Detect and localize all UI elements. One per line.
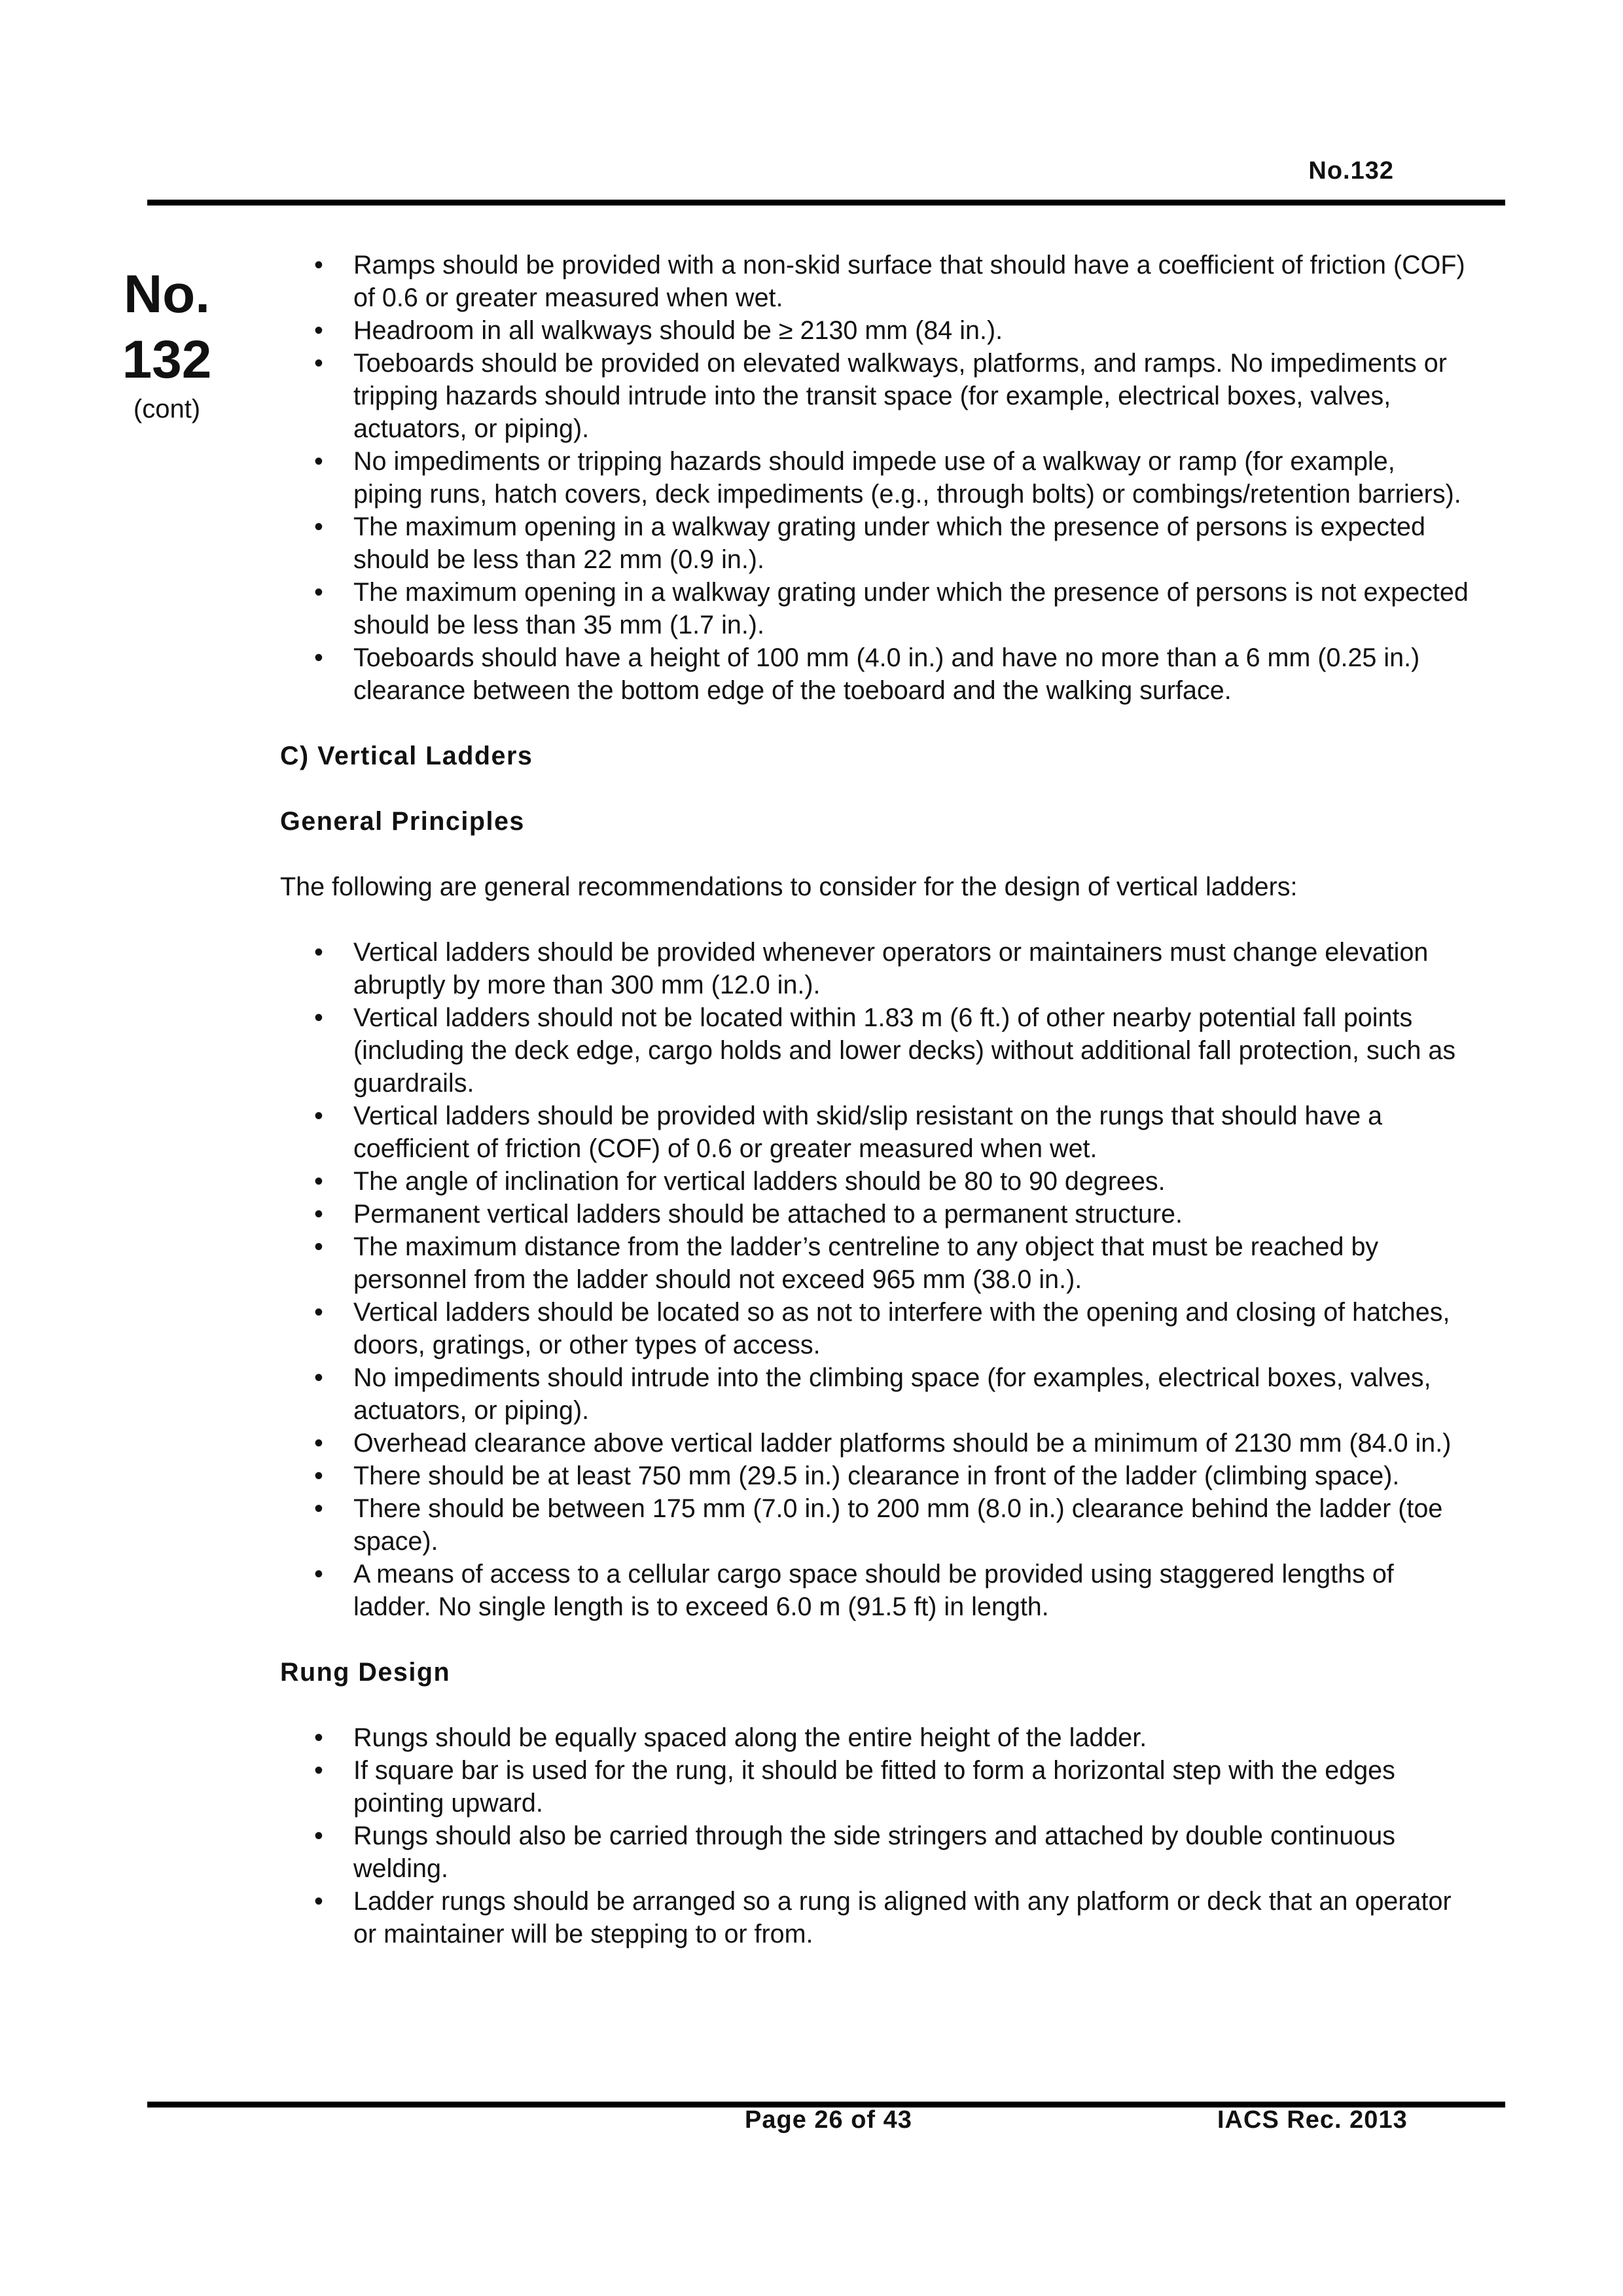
list-item: • Rungs should be equally spaced along the entire height of the ladder.	[280, 1721, 1471, 1754]
list-item: • Vertical ladders should be provided whenever operators or maintainers must change elevation abruptly by more than 300 mm (12.0 in.).	[280, 936, 1471, 1001]
document-number-header: No.132	[1308, 157, 1394, 185]
list-item: • There should be between 175 mm (7.0 in.) to 200 mm (8.0 in.) clearance behind the ladder (toe space).	[280, 1492, 1471, 1558]
side-label-number: 132	[122, 330, 212, 389]
side-label-no: No.	[123, 264, 211, 324]
general-principles-bullet-list	[280, 936, 1471, 1623]
list-item: • Toeboards should be provided on elevated walkways, platforms, and ramps. No impediments or tripping hazards should intrude into the transit space (for example, electrical boxes, valves, actuators, or piping).	[280, 347, 1471, 445]
list-item: • Vertical ladders should not be located within 1.83 m (6 ft.) of other nearby potential fall points (including the deck edge, cargo holds and lower decks) without additional fall protection, such as guardrails.	[280, 1001, 1471, 1100]
subheading-general-principles: General Principles	[280, 807, 525, 836]
page-number: Page 26 of 43	[745, 2106, 912, 2134]
list-item: • Ladder rungs should be arranged so a rung is aligned with any platform or deck that an operator or maintainer will be stepping to or from.	[280, 1885, 1471, 1950]
list-item: • Ramps should be provided with a non-skid surface that should have a coefficient of friction (COF) of 0.6 or greater measured when wet.	[280, 249, 1471, 314]
list-item: • Headroom in all walkways should be ≥ 2130 mm (84 in.).	[280, 314, 1471, 347]
side-margin-label	[85, 262, 249, 425]
list-item: • The maximum opening in a walkway grating under which the presence of persons is expected should be less than 22 mm (0.9 in.).	[280, 511, 1471, 576]
list-item: • The maximum opening in a walkway grating under which the presence of persons is not expected should be less than 35 mm (1.7 in.).	[280, 576, 1471, 641]
list-item: • There should be at least 750 mm (29.5 in.) clearance in front of the ladder (climbing space).	[280, 1460, 1471, 1492]
footer-organization: IACS Rec. 2013	[1217, 2106, 1408, 2134]
subheading-rung-design: Rung Design	[280, 1658, 451, 1687]
walkway-bullet-list	[280, 249, 1471, 707]
list-item: • No impediments or tripping hazards should impede use of a walkway or ramp (for example, piping runs, hatch covers, deck impediments (e.g., through bolts) or combings/retention barriers).	[280, 445, 1471, 511]
list-item: • The angle of inclination for vertical ladders should be 80 to 90 degrees.	[280, 1165, 1471, 1198]
rung-design-bullet-list	[280, 1721, 1471, 1950]
main-content	[280, 249, 1471, 1950]
list-item: • Rungs should also be carried through the side stringers and attached by double continuous welding.	[280, 1820, 1471, 1885]
list-item: • Toeboards should have a height of 100 mm (4.0 in.) and have no more than a 6 mm (0.25 in.) clearance between the bottom edge of the toeboard and the walking surface.	[280, 641, 1471, 707]
list-item: • Overhead clearance above vertical ladder platforms should be a minimum of 2130 mm (84.0 in.)	[280, 1427, 1471, 1460]
list-item: • Permanent vertical ladders should be attached to a permanent structure.	[280, 1198, 1471, 1230]
list-item: • No impediments should intrude into the climbing space (for examples, electrical boxes, valves, actuators, or piping).	[280, 1361, 1471, 1427]
section-heading-vertical-ladders: C) Vertical Ladders	[280, 742, 533, 770]
list-item: • If square bar is used for the rung, it should be fitted to form a horizontal step with the edges pointing upward.	[280, 1754, 1471, 1820]
side-label-cont: (cont)	[133, 395, 201, 423]
list-item: • Vertical ladders should be provided with skid/slip resistant on the rungs that should have a coefficient of friction (COF) of 0.6 or greater measured when wet.	[280, 1100, 1471, 1165]
list-item: • Vertical ladders should be located so as not to interfere with the opening and closing of hatches, doors, gratings, or other types of access.	[280, 1296, 1471, 1361]
header-rule	[147, 200, 1505, 206]
general-principles-intro: The following are general recommendations to consider for the design of vertical ladders:	[280, 872, 1298, 901]
list-item: • The maximum distance from the ladder’s centreline to any object that must be reached by personnel from the ladder should not exceed 965 mm (38.0 in.).	[280, 1230, 1471, 1296]
list-item: • A means of access to a cellular cargo space should be provided using staggered lengths of ladder. No single length is to exceed 6.0 m (91.5 ft) in length.	[280, 1558, 1471, 1623]
